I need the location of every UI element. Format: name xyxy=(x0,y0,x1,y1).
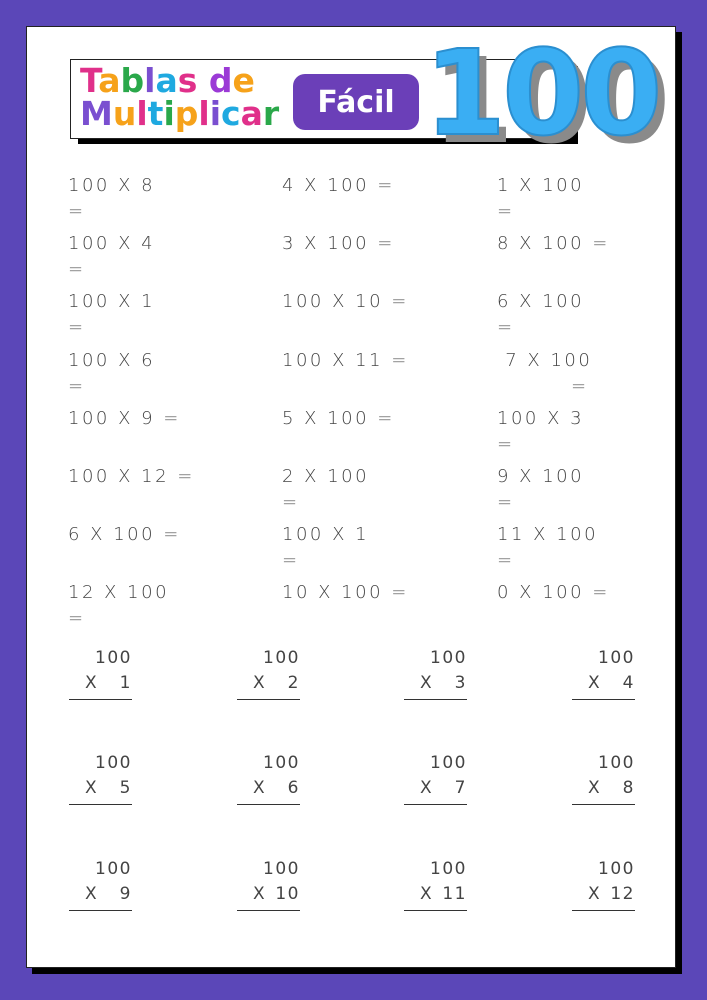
problem-expression: 3 X 100 = xyxy=(282,233,395,254)
problem-equals: = xyxy=(282,550,300,571)
horizontal-problem xyxy=(282,173,395,199)
answer-line xyxy=(404,910,467,911)
answer-line xyxy=(404,804,467,805)
worksheet-title xyxy=(80,61,280,133)
horizontal-problem xyxy=(497,289,584,341)
answer-line xyxy=(572,910,635,911)
horizontal-problem xyxy=(497,348,592,400)
table-number: 100 xyxy=(424,24,659,162)
problem-expression: 6 X 100 xyxy=(497,291,585,312)
problem-expression: 5 X 100 = xyxy=(282,408,395,429)
times-sign: X xyxy=(420,673,434,693)
vertical-problem xyxy=(237,856,300,911)
multiplicand: 100 xyxy=(598,648,635,668)
problem-expression: 100 X 9 = xyxy=(68,408,181,429)
vertical-problem xyxy=(572,645,635,700)
multiplier: 3 xyxy=(454,673,467,693)
horizontal-problem xyxy=(497,464,584,516)
vertical-problem xyxy=(572,750,635,805)
times-sign: X xyxy=(420,778,434,798)
problem-expression: 100 X 12 = xyxy=(68,466,195,487)
multiplicand: 100 xyxy=(263,859,300,879)
problem-expression: 1 X 100 xyxy=(497,175,585,196)
times-sign: X xyxy=(588,778,602,798)
difficulty-badge: Fácil xyxy=(293,74,419,130)
problem-expression: 100 X 4 xyxy=(68,233,156,254)
horizontal-problem xyxy=(68,406,181,432)
multiplicand: 100 xyxy=(430,648,467,668)
problem-expression: 100 X 3 xyxy=(497,408,585,429)
problem-expression: 100 X 6 xyxy=(68,350,156,371)
problem-equals: = xyxy=(497,434,515,455)
times-sign: X xyxy=(85,884,99,904)
problem-expression: 9 X 100 xyxy=(497,466,585,487)
vertical-problem xyxy=(69,645,132,700)
times-sign: X xyxy=(420,884,434,904)
horizontal-problem xyxy=(282,522,369,574)
times-sign: X xyxy=(253,778,267,798)
vertical-problem xyxy=(404,645,467,700)
vertical-problem xyxy=(572,856,635,911)
vertical-problem xyxy=(237,750,300,805)
multiplicand: 100 xyxy=(263,648,300,668)
problem-expression: 10 X 100 = xyxy=(282,582,409,603)
multiplier: 1 xyxy=(119,673,132,693)
multiplier: 11 xyxy=(442,884,467,904)
horizontal-problem xyxy=(497,522,598,574)
times-sign: X xyxy=(588,884,602,904)
horizontal-problem xyxy=(68,173,155,225)
vertical-problem xyxy=(404,856,467,911)
multiplier: 6 xyxy=(287,778,300,798)
multiplier: 9 xyxy=(119,884,132,904)
multiplier: 12 xyxy=(610,884,635,904)
problem-equals: = xyxy=(68,317,86,338)
horizontal-problem xyxy=(68,231,155,283)
horizontal-problem xyxy=(68,289,155,341)
problem-equals: = xyxy=(497,492,515,513)
problem-expression: 100 X 8 xyxy=(68,175,156,196)
problem-equals: = xyxy=(497,201,515,222)
times-sign: X xyxy=(85,673,99,693)
multiplicand: 100 xyxy=(598,859,635,879)
horizontal-problem xyxy=(497,231,610,257)
problem-expression: 100 X 1 xyxy=(282,524,370,545)
problem-expression: 0 X 100 = xyxy=(497,582,610,603)
horizontal-problem xyxy=(68,522,181,548)
multiplier: 2 xyxy=(287,673,300,693)
vertical-problem xyxy=(404,750,467,805)
answer-line xyxy=(237,804,300,805)
problem-equals: = xyxy=(497,376,589,397)
answer-line xyxy=(69,804,132,805)
problem-expression: 12 X 100 xyxy=(68,582,170,603)
answer-line xyxy=(237,910,300,911)
problem-expression: 2 X 100 xyxy=(282,466,370,487)
answer-line xyxy=(237,699,300,700)
horizontal-problem xyxy=(282,231,395,257)
problem-expression: 7 X 100 xyxy=(497,350,593,371)
horizontal-problem xyxy=(282,289,409,315)
problem-expression: 100 X 11 = xyxy=(282,350,409,371)
problem-expression: 6 X 100 = xyxy=(68,524,181,545)
horizontal-problem xyxy=(282,580,409,606)
vertical-problem xyxy=(69,750,132,805)
answer-line xyxy=(69,910,132,911)
multiplicand: 100 xyxy=(430,859,467,879)
times-sign: X xyxy=(253,884,267,904)
answer-line xyxy=(404,699,467,700)
vertical-problem xyxy=(69,856,132,911)
times-sign: X xyxy=(85,778,99,798)
problem-equals: = xyxy=(68,376,86,397)
answer-line xyxy=(69,699,132,700)
horizontal-problem xyxy=(282,348,409,374)
times-sign: X xyxy=(588,673,602,693)
answer-line xyxy=(572,699,635,700)
horizontal-problem xyxy=(68,464,195,490)
problem-equals: = xyxy=(68,259,86,280)
problem-expression: 11 X 100 xyxy=(497,524,599,545)
horizontal-problem xyxy=(68,348,155,400)
horizontal-problem xyxy=(282,464,369,516)
answer-line xyxy=(572,804,635,805)
vertical-problem xyxy=(237,645,300,700)
multiplier: 10 xyxy=(275,884,300,904)
problem-equals: = xyxy=(68,608,86,629)
multiplier: 8 xyxy=(622,778,635,798)
horizontal-problem xyxy=(282,406,395,432)
times-sign: X xyxy=(253,673,267,693)
problem-expression: 4 X 100 = xyxy=(282,175,395,196)
multiplicand: 100 xyxy=(95,753,132,773)
multiplier: 7 xyxy=(454,778,467,798)
horizontal-problem xyxy=(68,580,169,632)
horizontal-problem xyxy=(497,173,584,225)
multiplicand: 100 xyxy=(95,648,132,668)
title-line-2: Multiplicar xyxy=(80,94,280,133)
multiplicand: 100 xyxy=(263,753,300,773)
problem-equals: = xyxy=(497,550,515,571)
problem-equals: = xyxy=(68,201,86,222)
horizontal-problem xyxy=(497,406,584,458)
problem-expression: 8 X 100 = xyxy=(497,233,610,254)
title-line-1: Tablas de xyxy=(80,61,255,100)
multiplier: 4 xyxy=(622,673,635,693)
multiplicand: 100 xyxy=(95,859,132,879)
problem-expression: 100 X 10 = xyxy=(282,291,409,312)
multiplier: 5 xyxy=(119,778,132,798)
problem-equals: = xyxy=(497,317,515,338)
problem-equals: = xyxy=(282,492,300,513)
multiplicand: 100 xyxy=(598,753,635,773)
problem-expression: 100 X 1 xyxy=(68,291,156,312)
horizontal-problem xyxy=(497,580,610,606)
multiplicand: 100 xyxy=(430,753,467,773)
